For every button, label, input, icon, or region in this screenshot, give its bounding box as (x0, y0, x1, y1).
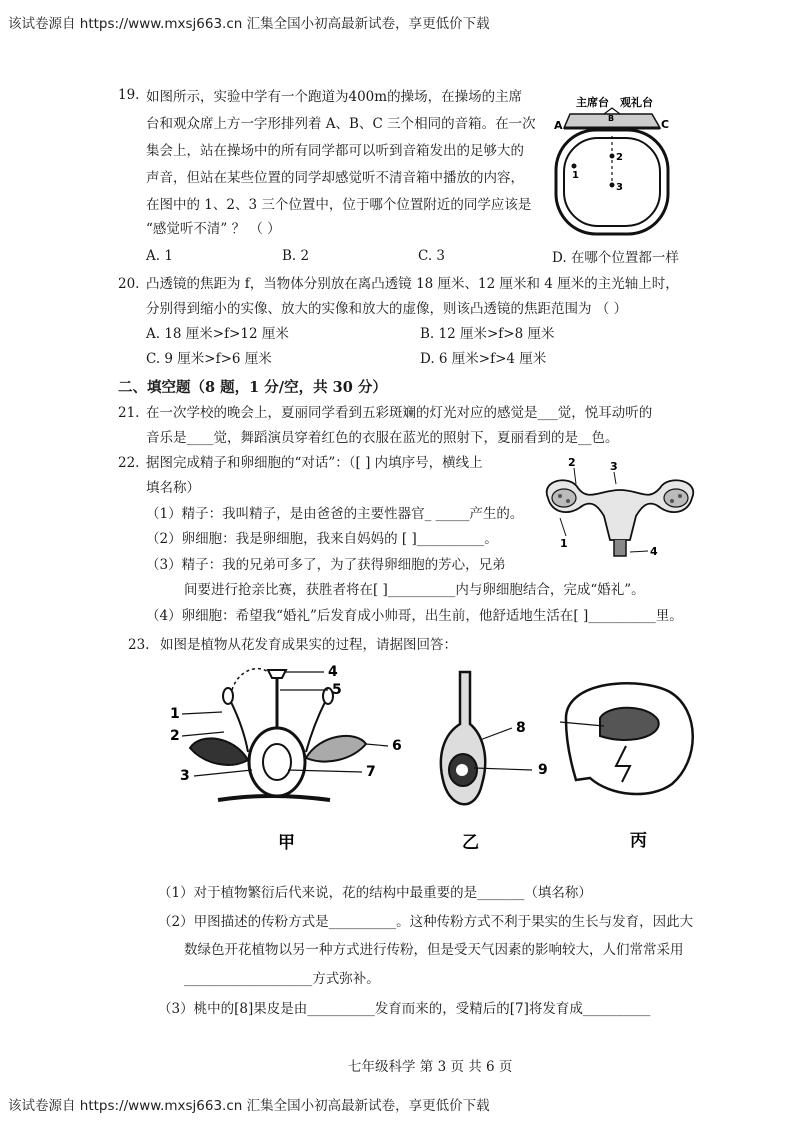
position-3-label: 3 (616, 182, 623, 193)
fig22-label-4: 4 (650, 545, 658, 558)
fig22-label-1: 1 (560, 537, 568, 550)
fig23-label-6: 6 (392, 738, 402, 754)
ovary-right (664, 489, 688, 507)
fig23-label-3: 3 (180, 768, 190, 784)
q21-number: 21. (118, 405, 140, 421)
caption-yi: 乙 (462, 833, 479, 853)
ovule (263, 744, 291, 780)
stadium-figure (548, 88, 678, 238)
q19-line-2: 台和观众席上方一字形排列着 A、B、C 三个相同的音箱。在一次 (146, 116, 536, 132)
q19-line-6: “感觉听不清” ？ （ ） (146, 221, 281, 237)
track-inner (564, 138, 660, 226)
q23-line-5: （3）桃中的[8]果皮是由__________发育而来的，受精后的[7]将发育成__________ (158, 1001, 651, 1017)
q23-line-2: （2）甲图描述的传粉方式是__________。这种传粉方式不利于果实的生长与发育，因此大 (158, 914, 694, 930)
q22-number: 22. (118, 455, 140, 471)
q19-line-4: 声音，但站在某些位置的同学却感觉听不清音箱中播放的内容， (146, 170, 524, 186)
q20-number: 20. (118, 276, 140, 292)
flower-to-fruit-figure (160, 660, 720, 855)
q19-line-3: 集会上，站在操场中的所有同学都可以听到音箱发出的足够大的 (146, 143, 524, 159)
fruit-bing (566, 683, 693, 794)
petal-left (190, 738, 248, 764)
fruit-seed (600, 708, 659, 740)
q23-intro: 如图是植物从花发育成果实的过程，请据图回答： (160, 637, 457, 653)
fig22-label-2: 2 (568, 456, 576, 469)
speaker-a-label: A (554, 119, 563, 132)
speaker-c-label: C (661, 118, 670, 131)
speaker-b-label: B (608, 114, 615, 123)
q23-number: 23. (128, 637, 150, 653)
vagina (614, 540, 626, 556)
label-guanlitai: 观礼台 (620, 96, 653, 109)
fig22-label-3: 3 (610, 460, 618, 473)
q20-line-2: 分别得到缩小的实像、放大的实像和放大的虚像，则该凸透镜的焦距范围为 （ ） (146, 301, 628, 317)
q20-line-1: 凸透镜的焦距为 f，当物体分别放在离凸透镜 18 厘米、12 厘米和 4 厘米的主光轴上时， (146, 276, 679, 292)
fig23-label-7: 7 (366, 764, 376, 780)
q20-option-b: B. 12 厘米>f>8 厘米 (420, 326, 555, 342)
position-2-dot (610, 154, 615, 159)
fig23-label-1: 1 (170, 706, 180, 722)
q23-line-3: 数绿色开花植物以另一种方式进行传粉，但是受天气因素的影响较大，人们常常采用 (184, 942, 684, 958)
q20-option-c: C. 9 厘米>f>6 厘米 (146, 351, 272, 367)
q22-line-5: （3）精子：我的兄弟可多了，为了获得卵细胞的芳心，兄弟 (146, 557, 506, 573)
q20-option-a: A. 18 厘米>f>12 厘米 (146, 326, 289, 342)
position-2-label: 2 (616, 152, 623, 163)
position-3-dot (610, 183, 615, 188)
fig23-label-4: 4 (328, 664, 338, 680)
q22-line-4: （2）卵细胞：我是卵细胞，我来自妈妈的 [ ]__________。 (146, 531, 498, 547)
caption-bing: 丙 (630, 831, 647, 851)
q19-number: 19. (118, 87, 140, 103)
ovary-left (552, 489, 576, 507)
reproductive-figure (530, 454, 710, 570)
watermark-bottom: 该试卷源自 https://www.mxsj663.cn 汇集全国小初高最新试卷，享更低价下载 (8, 1098, 490, 1114)
track-outer (556, 130, 668, 234)
label-zhuxitai: 主席台 (576, 96, 609, 109)
fig23-label-9: 9 (538, 762, 548, 778)
q19-line-5: 在图中的 1、2、3 三个位置中，位于哪个位置附近的同学应该是 (146, 197, 532, 213)
q21-line-2: 音乐是____觉，舞蹈演员穿着红色的衣服在蓝光的照射下，夏丽看到的是__色。 (146, 430, 619, 446)
q21-line-1: 在一次学校的晚会上，夏丽同学看到五彩斑斓的灯光对应的感觉是___觉，悦耳动听的 (146, 405, 653, 421)
q23-line-1: （1）对于植物繁衍后代来说，花的结构中最重要的是_______（填名称） (158, 885, 592, 901)
position-1-dot (572, 164, 577, 169)
petal-right (306, 736, 366, 762)
q19-option-b: B. 2 (282, 248, 310, 264)
page-footer: 七年级科学 第 3 页 共 6 页 (348, 1059, 513, 1075)
fig23-label-8: 8 (516, 720, 526, 736)
fig23-label-5: 5 (332, 682, 342, 698)
q19-line-1: 如图所示，实验中学有一个跑道为400m的操场，在操场的主席 (146, 89, 523, 105)
q20-option-d: D. 6 厘米>f>4 厘米 (420, 351, 547, 367)
watermark-top: 该试卷源自 https://www.mxsj663.cn 汇集全国小初高最新试卷，享更低价下载 (8, 16, 490, 32)
q19-option-d: D. 在哪个位置都一样 (552, 250, 679, 266)
section-title: 二、填空题（8 题，1 分/空，共 30 分） (118, 379, 387, 396)
q23-line-4: ___________________方式弥补。 (184, 971, 380, 987)
q22-line-2: 填名称） (146, 480, 200, 496)
pollination-path (232, 669, 268, 690)
fruit-development-yi (441, 672, 485, 804)
q19-option-c: C. 3 (418, 248, 446, 264)
stigma (268, 670, 286, 678)
q22-line-1: 据图完成精子和卵细胞的“对话”：（[ ] 内填序号，横线上 (146, 455, 483, 471)
q19-option-a: A. 1 (146, 248, 173, 264)
q22-line-3: （1）精子：我叫精子，是由爸爸的主要性器官_ _____产生的。 (146, 506, 524, 522)
position-1-label: 1 (572, 170, 579, 181)
caption-jia: 甲 (278, 833, 295, 853)
q22-line-6: 间要进行抢亲比赛，获胜者将在[ ]__________内与卵细胞结合，完成“婚礼”。 (184, 582, 645, 598)
q22-line-7: （4）卵细胞：希望我“婚礼”后发育成小帅哥，出生前，他舒适地生活在[ ]__________里。 (146, 608, 683, 624)
fig23-label-2: 2 (170, 728, 180, 744)
